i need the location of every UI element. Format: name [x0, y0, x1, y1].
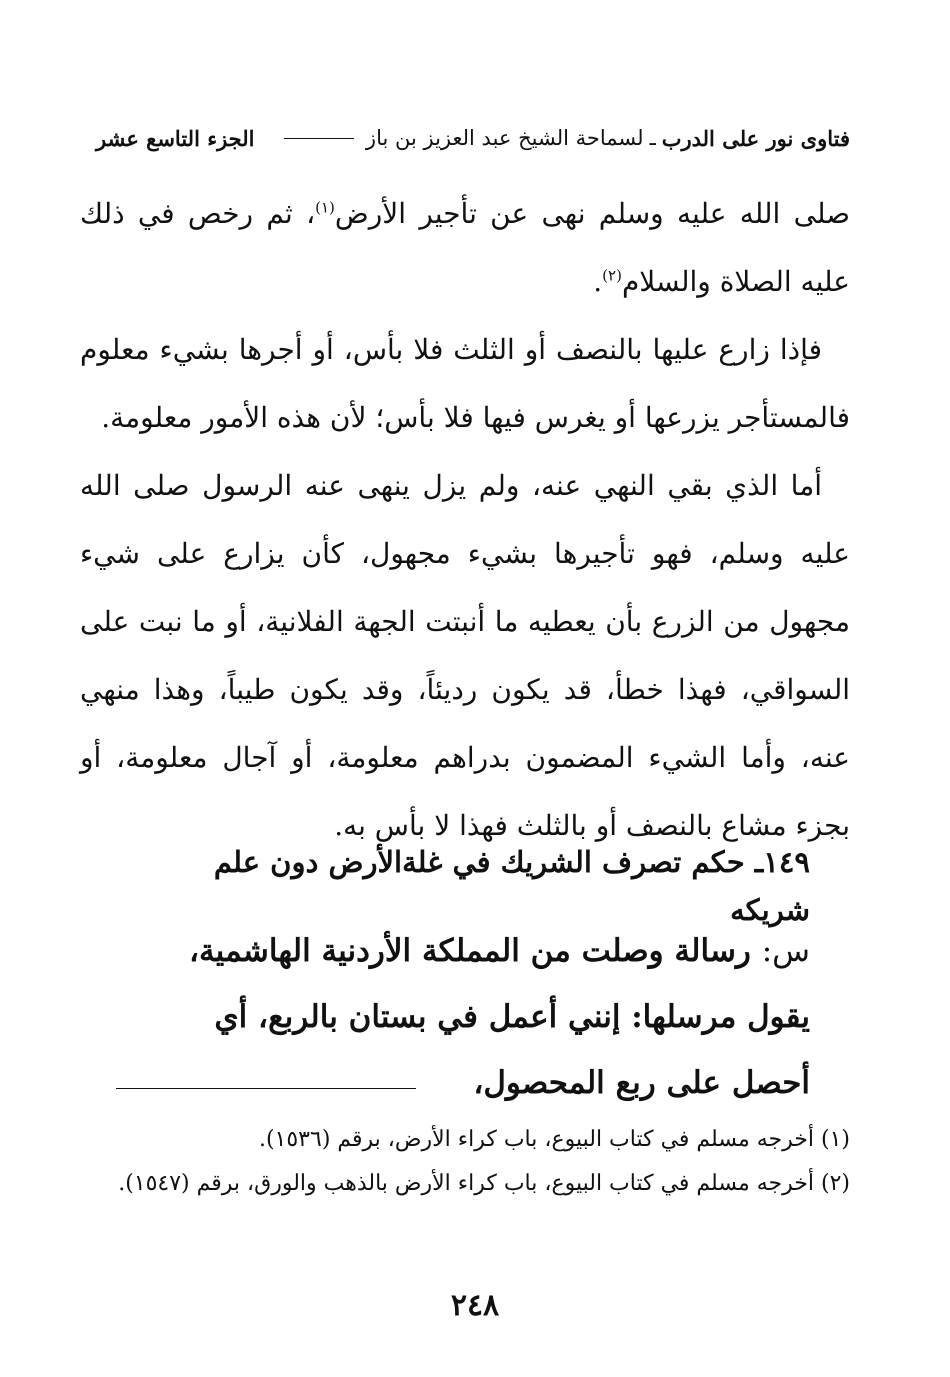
paragraph-1-end: . [593, 265, 603, 298]
question-block [140, 918, 810, 1116]
section-title: حكم تصرف الشريك في غلةالأرض دون علم شريكه [213, 845, 810, 927]
volume-label: الجزء التاسع عشر [96, 125, 255, 151]
footnotes [80, 1118, 850, 1206]
footnote-divider [116, 1088, 416, 1089]
header-title-group [278, 126, 850, 151]
paragraph-1 [80, 180, 850, 316]
question-text: رسالة وصلت من المملكة الأردنية الهاشمية، يقول مرسلها: إنني أعمل في بستان بالربع، أي أحصل على ربع المحصول، [189, 933, 810, 1101]
footnote-2: (٢) أخرجه مسلم في كتاب البيوع، باب كراء الأرض بالذهب والورق، برقم (١٥٤٧). [118, 1171, 850, 1196]
footnote-1: (١) أخرجه مسلم في كتاب البيوع، باب كراء الأرض، برقم (١٥٣٦). [258, 1127, 850, 1152]
question-label: س: [761, 933, 810, 969]
book-title: فتاوى نور على الدرب [661, 125, 850, 151]
running-header [96, 118, 850, 158]
footnote-ref-2: (٢) [602, 266, 622, 285]
page-number: ٢٤٨ [450, 1288, 500, 1323]
author-name: لسماحة الشيخ عبد العزيز بن باز [365, 126, 644, 150]
paragraph-2: فإذا زارع عليها بالنصف أو الثلث فلا بأس، أو أجرها بشيء معلوم فالمستأجر يزرعها أو يغرس فيها فلا بأس؛ لأن هذه الأمور معلومة. [80, 333, 850, 434]
header-separator: ـ [649, 126, 656, 150]
section-number: ١٤٩ [763, 845, 810, 879]
paragraph-3: أما الذي بقي النهي عنه، ولم يزل ينهى عنه الرسول صلى الله عليه وسلم، فهو تأجيرها بشيء مجهول، كأن يزارع على شيء مجهول من الزرع بأن يعطيه ما أنبتت الجهة الفلانية، أو ما نبت على السواقي، فهذا خطأ، قد يكون رديئاً، وقد يكون طيباً، وهذا منهي عنه، وأما الشيء المضمون بدراهم معلومة، أو آجال معلومة، أو بجزء مشاع بالنصف أو بالثلث فهذا لا بأس به. [80, 469, 850, 842]
main-text [80, 180, 850, 860]
footnote-ref-1: (١) [315, 198, 335, 217]
paragraph-1-text: صلى الله عليه وسلم نهى عن تأجير الأرض [334, 197, 851, 230]
paragraph-1-text-2: ، ثم رخص في ذلك عليه الصلاة والسلام [80, 197, 850, 298]
section-dash: ـ [754, 845, 764, 879]
header-rule [284, 138, 354, 139]
